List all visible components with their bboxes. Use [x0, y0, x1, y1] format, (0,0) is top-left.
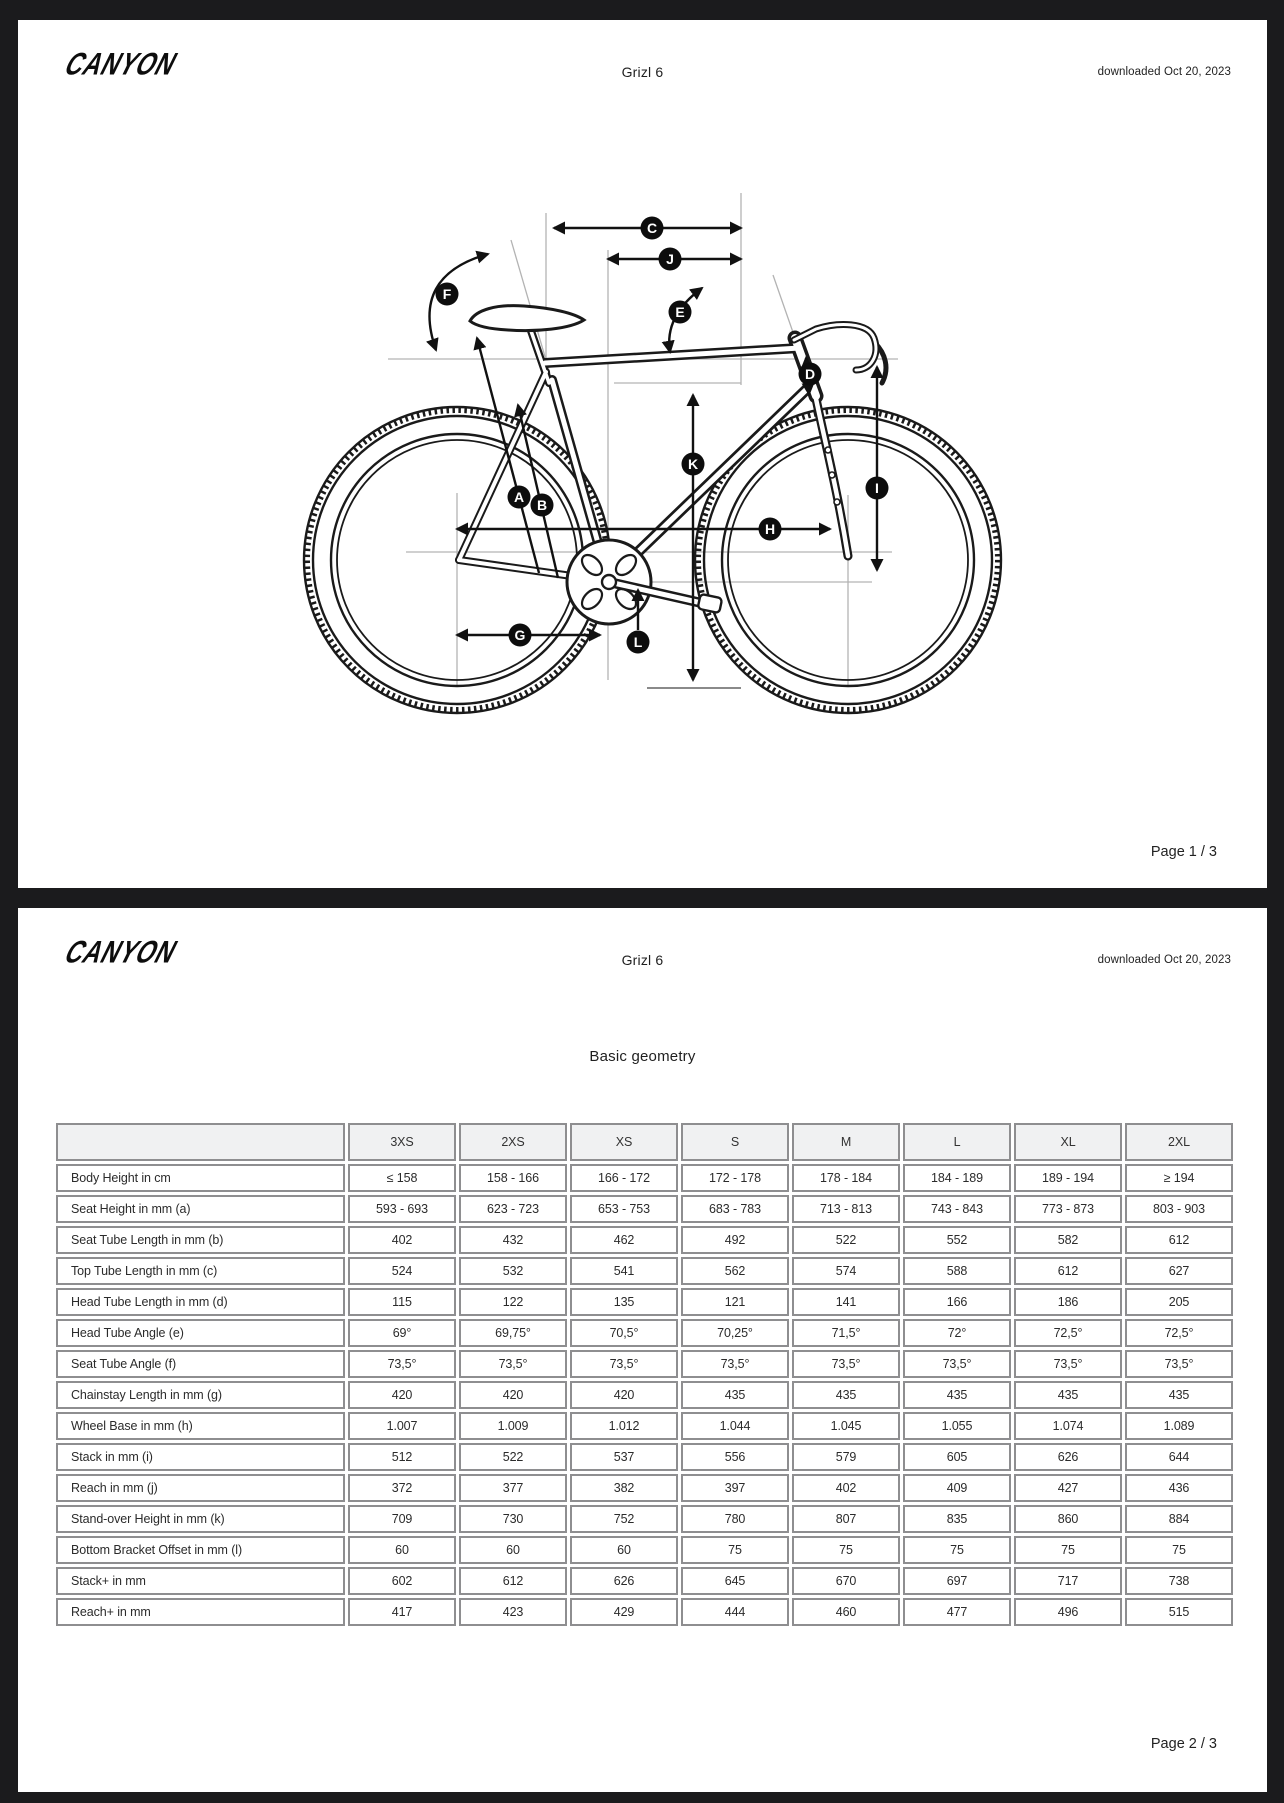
value-cell: 402: [348, 1226, 456, 1254]
svg-text:G: G: [514, 627, 526, 643]
value-cell: 420: [348, 1381, 456, 1409]
size-header-cell: XL: [1014, 1123, 1122, 1161]
page-title: Grizl 6: [621, 952, 664, 968]
row-label-cell: Head Tube Length in mm (d): [56, 1288, 345, 1316]
svg-text:E: E: [675, 304, 685, 320]
value-cell: 752: [570, 1505, 678, 1533]
value-cell: 556: [681, 1443, 789, 1471]
row-label-cell: Seat Tube Angle (f): [56, 1350, 345, 1378]
value-cell: 60: [570, 1536, 678, 1564]
label-G: [509, 624, 532, 647]
value-cell: 75: [903, 1536, 1011, 1564]
value-cell: 75: [1125, 1536, 1233, 1564]
value-cell: 141: [792, 1288, 900, 1316]
value-cell: 537: [570, 1443, 678, 1471]
table-row: [56, 1164, 1233, 1192]
value-cell: 436: [1125, 1474, 1233, 1502]
row-label-cell: Stack in mm (i): [56, 1443, 345, 1471]
value-cell: 60: [459, 1536, 567, 1564]
row-label-cell: Seat Tube Length in mm (b): [56, 1226, 345, 1254]
value-cell: 121: [681, 1288, 789, 1316]
value-cell: 743 - 843: [903, 1195, 1011, 1223]
measurement-arrows: [430, 228, 878, 680]
page-number: Page 2 / 3: [1150, 1736, 1217, 1752]
value-cell: 73,5°: [1014, 1350, 1122, 1378]
value-cell: 477: [903, 1598, 1011, 1626]
value-cell: 429: [570, 1598, 678, 1626]
label-E: [669, 301, 692, 324]
value-cell: 492: [681, 1226, 789, 1254]
size-header-cell: L: [903, 1123, 1011, 1161]
value-cell: 1.045: [792, 1412, 900, 1440]
value-cell: 515: [1125, 1598, 1233, 1626]
value-cell: 780: [681, 1505, 789, 1533]
label-L: [627, 631, 650, 654]
page-number: Page 1 / 3: [1150, 844, 1217, 860]
row-label-cell: Reach in mm (j): [56, 1474, 345, 1502]
value-cell: 1.055: [903, 1412, 1011, 1440]
value-cell: 420: [570, 1381, 678, 1409]
value-cell: 70,25°: [681, 1319, 789, 1347]
table-row: [56, 1567, 1233, 1595]
page-2: [18, 908, 1267, 1792]
value-cell: 522: [792, 1226, 900, 1254]
value-cell: 435: [1014, 1381, 1122, 1409]
value-cell: 444: [681, 1598, 789, 1626]
svg-text:F: F: [442, 286, 452, 302]
value-cell: 70,5°: [570, 1319, 678, 1347]
value-cell: 75: [681, 1536, 789, 1564]
geometry-table: [53, 1120, 1236, 1629]
value-cell: 115: [348, 1288, 456, 1316]
value-cell: 522: [459, 1443, 567, 1471]
value-cell: 186: [1014, 1288, 1122, 1316]
value-cell: 697: [903, 1567, 1011, 1595]
value-cell: 1.074: [1014, 1412, 1122, 1440]
value-cell: 122: [459, 1288, 567, 1316]
section-title: Basic geometry: [589, 1048, 696, 1065]
value-cell: 653 - 753: [570, 1195, 678, 1223]
row-label-cell: Reach+ in mm: [56, 1598, 345, 1626]
value-cell: 73,5°: [348, 1350, 456, 1378]
row-label-cell: Body Height in cm: [56, 1164, 345, 1192]
downloaded-date: downloaded Oct 20, 2023: [1097, 954, 1231, 966]
value-cell: 432: [459, 1226, 567, 1254]
value-cell: 730: [459, 1505, 567, 1533]
value-cell: 72°: [903, 1319, 1011, 1347]
value-cell: 884: [1125, 1505, 1233, 1533]
value-cell: 612: [1125, 1226, 1233, 1254]
value-cell: 623 - 723: [459, 1195, 567, 1223]
row-label-cell: Bottom Bracket Offset in mm (l): [56, 1536, 345, 1564]
size-header-cell: 2XS: [459, 1123, 567, 1161]
value-cell: 683 - 783: [681, 1195, 789, 1223]
value-cell: 435: [903, 1381, 1011, 1409]
value-cell: 166: [903, 1288, 1011, 1316]
value-cell: 524: [348, 1257, 456, 1285]
table-row: [56, 1412, 1233, 1440]
value-cell: 1.044: [681, 1412, 789, 1440]
value-cell: 158 - 166: [459, 1164, 567, 1192]
value-cell: 574: [792, 1257, 900, 1285]
page-title: Grizl 6: [621, 64, 664, 80]
value-cell: 496: [1014, 1598, 1122, 1626]
label-I: [866, 477, 889, 500]
label-H: [759, 518, 782, 541]
value-cell: 1.089: [1125, 1412, 1233, 1440]
table-row: [56, 1257, 1233, 1285]
value-cell: 73,5°: [570, 1350, 678, 1378]
value-cell: 75: [1014, 1536, 1122, 1564]
value-cell: 709: [348, 1505, 456, 1533]
value-cell: 435: [681, 1381, 789, 1409]
svg-text:K: K: [687, 456, 699, 472]
size-header-cell: 2XL: [1125, 1123, 1233, 1161]
value-cell: 72,5°: [1014, 1319, 1122, 1347]
row-label-cell: Stack+ in mm: [56, 1567, 345, 1595]
value-cell: 803 - 903: [1125, 1195, 1233, 1223]
value-cell: 582: [1014, 1226, 1122, 1254]
value-cell: 184 - 189: [903, 1164, 1011, 1192]
table-row: [56, 1505, 1233, 1533]
label-A: [508, 486, 531, 509]
saddle: [470, 306, 584, 331]
label-K: [682, 453, 705, 476]
value-cell: 423: [459, 1598, 567, 1626]
value-cell: 612: [459, 1567, 567, 1595]
value-cell: 512: [348, 1443, 456, 1471]
value-cell: 69°: [348, 1319, 456, 1347]
table-row: [56, 1474, 1233, 1502]
table-row: [56, 1288, 1233, 1316]
value-cell: 579: [792, 1443, 900, 1471]
value-cell: 205: [1125, 1288, 1233, 1316]
svg-text:H: H: [764, 521, 776, 537]
size-header-cell: 3XS: [348, 1123, 456, 1161]
value-cell: 435: [1125, 1381, 1233, 1409]
value-cell: 773 - 873: [1014, 1195, 1122, 1223]
table-row: [56, 1350, 1233, 1378]
value-cell: 397: [681, 1474, 789, 1502]
table-row: [56, 1319, 1233, 1347]
svg-text:L: L: [633, 634, 643, 650]
value-cell: 593 - 693: [348, 1195, 456, 1223]
value-cell: 72,5°: [1125, 1319, 1233, 1347]
value-cell: 402: [792, 1474, 900, 1502]
value-cell: 860: [1014, 1505, 1122, 1533]
value-cell: 73,5°: [1125, 1350, 1233, 1378]
value-cell: 645: [681, 1567, 789, 1595]
value-cell: 738: [1125, 1567, 1233, 1595]
value-cell: 670: [792, 1567, 900, 1595]
value-cell: ≤ 158: [348, 1164, 456, 1192]
value-cell: 541: [570, 1257, 678, 1285]
value-cell: 75: [792, 1536, 900, 1564]
value-cell: 1.007: [348, 1412, 456, 1440]
svg-text:I: I: [875, 480, 879, 496]
svg-text:C: C: [646, 220, 658, 236]
value-cell: 372: [348, 1474, 456, 1502]
value-cell: 382: [570, 1474, 678, 1502]
value-cell: 427: [1014, 1474, 1122, 1502]
value-cell: 166 - 172: [570, 1164, 678, 1192]
table-row: [56, 1443, 1233, 1471]
value-cell: 60: [348, 1536, 456, 1564]
value-cell: 409: [903, 1474, 1011, 1502]
value-cell: 178 - 184: [792, 1164, 900, 1192]
size-header-cell: XS: [570, 1123, 678, 1161]
value-cell: 644: [1125, 1443, 1233, 1471]
value-cell: 1.012: [570, 1412, 678, 1440]
value-cell: 73,5°: [681, 1350, 789, 1378]
value-cell: 588: [903, 1257, 1011, 1285]
row-label-cell: Head Tube Angle (e): [56, 1319, 345, 1347]
canyon-logo: CANYON: [58, 47, 184, 82]
label-F: [436, 283, 459, 306]
geometry-table-body: [56, 1164, 1233, 1626]
value-cell: 71,5°: [792, 1319, 900, 1347]
table-row: [56, 1195, 1233, 1223]
value-cell: 73,5°: [459, 1350, 567, 1378]
value-cell: 462: [570, 1226, 678, 1254]
value-cell: 189 - 194: [1014, 1164, 1122, 1192]
value-cell: 73,5°: [903, 1350, 1011, 1378]
svg-text:A: A: [513, 489, 525, 505]
value-cell: 626: [570, 1567, 678, 1595]
value-cell: 420: [459, 1381, 567, 1409]
value-cell: 717: [1014, 1567, 1122, 1595]
value-cell: 602: [348, 1567, 456, 1595]
value-cell: 835: [903, 1505, 1011, 1533]
row-label-cell: Wheel Base in mm (h): [56, 1412, 345, 1440]
row-label-cell: Chainstay Length in mm (g): [56, 1381, 345, 1409]
size-header-cell: S: [681, 1123, 789, 1161]
bike-geometry-diagram: [18, 180, 1267, 752]
table-row: [56, 1226, 1233, 1254]
row-label-cell: Top Tube Length in mm (c): [56, 1257, 345, 1285]
downloaded-date: downloaded Oct 20, 2023: [1097, 66, 1231, 78]
value-cell: 135: [570, 1288, 678, 1316]
row-label-cell: Seat Height in mm (a): [56, 1195, 345, 1223]
value-cell: 417: [348, 1598, 456, 1626]
value-cell: ≥ 194: [1125, 1164, 1233, 1192]
table-row: [56, 1381, 1233, 1409]
svg-text:J: J: [666, 251, 674, 267]
label-C: [641, 217, 664, 240]
value-cell: 562: [681, 1257, 789, 1285]
value-cell: 69,75°: [459, 1319, 567, 1347]
canyon-logo: CANYON: [58, 935, 184, 970]
value-cell: 73,5°: [792, 1350, 900, 1378]
row-label-cell: Stand-over Height in mm (k): [56, 1505, 345, 1533]
value-cell: 627: [1125, 1257, 1233, 1285]
size-header-cell: M: [792, 1123, 900, 1161]
svg-text:D: D: [804, 366, 816, 382]
value-cell: 435: [792, 1381, 900, 1409]
value-cell: 377: [459, 1474, 567, 1502]
value-cell: 605: [903, 1443, 1011, 1471]
label-D: [799, 363, 822, 386]
value-cell: 713 - 813: [792, 1195, 900, 1223]
table-header-row: [56, 1123, 1233, 1161]
page-1: [18, 20, 1267, 888]
label-J: [659, 248, 682, 271]
label-B: [531, 494, 554, 517]
value-cell: 460: [792, 1598, 900, 1626]
value-cell: 172 - 178: [681, 1164, 789, 1192]
table-row: [56, 1536, 1233, 1564]
value-cell: 1.009: [459, 1412, 567, 1440]
value-cell: 532: [459, 1257, 567, 1285]
value-cell: 807: [792, 1505, 900, 1533]
corner-header-cell: [56, 1123, 345, 1161]
value-cell: 612: [1014, 1257, 1122, 1285]
svg-text:B: B: [536, 497, 548, 513]
table-row: [56, 1598, 1233, 1626]
value-cell: 552: [903, 1226, 1011, 1254]
value-cell: 626: [1014, 1443, 1122, 1471]
